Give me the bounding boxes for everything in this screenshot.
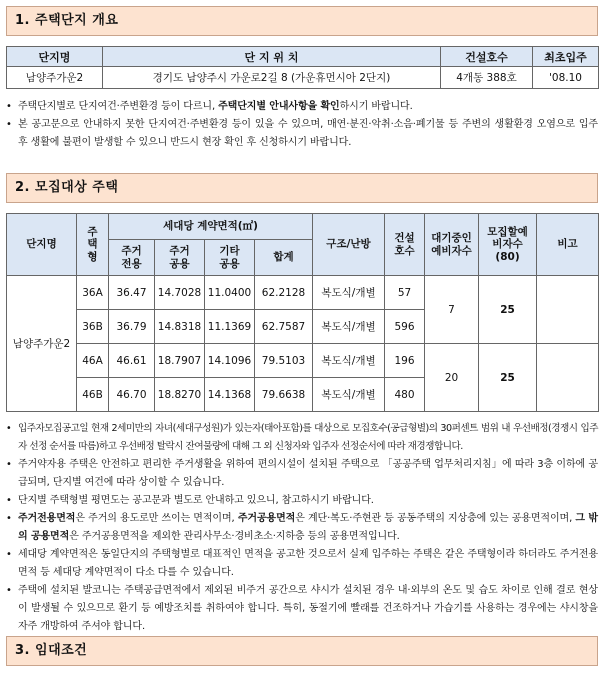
cell-other: 11.1369 (205, 310, 255, 344)
list-item: • 입주자모집공고일 현재 2세미만의 자녀(세대구성원)가 있는자(태아포함)를 대상으로 모집호수(공급형별)의 30퍼센트 범위 내 우선배정(경쟁시 입주자 선정 순서를 따름)하고 우선배정 탈락시 잔여물량에 대해 그 외 신청자와 입주자 선정순서에 따라 재경쟁합니다. (6, 423, 598, 452)
cell-total: 79.5103 (255, 344, 313, 378)
cell-shared: 18.7907 (155, 344, 205, 378)
header-exclusive: 주거전용 (109, 240, 155, 276)
cell-units: 596 (385, 310, 425, 344)
overview-notes (6, 98, 598, 152)
cell-waiting: 20 (425, 344, 479, 412)
header-units: 건설호수 (441, 47, 533, 67)
header-shared: 주거공용 (155, 240, 205, 276)
overview-complex-name: 남양주가운2 (7, 67, 103, 89)
header-waiting: 대기중인예비자수 (425, 214, 479, 276)
recruit-complex-name: 남양주가운2 (7, 276, 77, 412)
recruit-notes (6, 420, 598, 636)
header-other-shared: 기타공용 (205, 240, 255, 276)
overview-table (6, 46, 599, 89)
cell-type: 46A (77, 344, 109, 378)
cell-type: 36B (77, 310, 109, 344)
cell-total: 62.2128 (255, 276, 313, 310)
table-row (7, 276, 599, 310)
cell-structure: 복도식/개별 (313, 310, 385, 344)
table-row (7, 67, 599, 89)
overview-header-row (7, 47, 599, 67)
cell-exclusive: 46.70 (109, 378, 155, 412)
header-built-units: 건설호수 (385, 214, 425, 276)
overview-location: 경기도 남양주시 가운로2길 8 (가운휴먼시아 2단지) (103, 67, 441, 89)
cell-recruit: 25 (479, 276, 537, 344)
header-remarks: 비고 (537, 214, 599, 276)
cell-remarks (537, 276, 599, 344)
header-area-group: 세대당 계약면적(㎡) (109, 214, 313, 240)
cell-type: 46B (77, 378, 109, 412)
cell-exclusive: 36.47 (109, 276, 155, 310)
list-item: • 주택에 설치된 발코니는 주택공급면적에서 제외된 비주거 공간으로 샤시가 설치된 경우 내·외부의 온도 및 습도 차이로 인해 결로 현상이 발생될 수 있으므로 환기 등 예방조치를 취하여야 합니다. 특히, 동절기에 빨래를 건조하거나 가습기를 사용하는 경우에는 샤시창을 자주 개방하여 주셔야 합니다. (6, 585, 598, 632)
cell-total: 79.6638 (255, 378, 313, 412)
overview-first-move-in: '08.10 (533, 67, 599, 89)
cell-units: 196 (385, 344, 425, 378)
cell-structure: 복도식/개별 (313, 378, 385, 412)
header-complex: 단지명 (7, 214, 77, 276)
list-item: • 단지별 주택형별 평면도는 공고문과 별도로 안내하고 있으니, 참고하시기 바랍니다. (6, 495, 374, 506)
list-item: • 주거약자용 주택은 안전하고 편리한 주거생활을 위하여 편의시설이 설치된 주택으로 「공공주택 업무처리지침」에 따라 3층 이하에 공급되며, 단지별 여건에 따라 상이할 수 있습니다. (6, 459, 598, 488)
header-recruit-count: 모집할예비자수 (80) (479, 214, 537, 276)
header-complex-name: 단지명 (7, 47, 103, 67)
header-type: 주택형 (77, 214, 109, 276)
table-row (7, 344, 599, 378)
header-location: 단 지 위 치 (103, 47, 441, 67)
recruit-table (6, 213, 599, 412)
cell-exclusive: 36.79 (109, 310, 155, 344)
cell-exclusive: 46.61 (109, 344, 155, 378)
cell-structure: 복도식/개별 (313, 344, 385, 378)
list-item: • 세대당 계약면적은 동일단지의 주택형별로 대표적인 면적을 공고한 것으로서 실제 입주하는 주택은 같은 주택형이라 하더라도 주거전용면적 등 세대당 계약면적이 다소 다를 수 있습니다. (6, 549, 598, 578)
list-item: • 주택단지별로 단지여건·주변환경 등이 다르니, 주택단지별 안내사항을 확인하시기 바랍니다. (6, 101, 413, 112)
recruit-header-row-1 (7, 214, 599, 240)
cell-shared: 14.7028 (155, 276, 205, 310)
cell-shared: 14.8318 (155, 310, 205, 344)
cell-waiting: 7 (425, 276, 479, 344)
cell-type: 36A (77, 276, 109, 310)
section-header-rent: 3. 임대조건 (6, 636, 598, 666)
cell-other: 11.0400 (205, 276, 255, 310)
section-header-recruit: 2. 모집대상 주택 (6, 173, 598, 203)
header-total: 합계 (255, 240, 313, 276)
cell-other: 14.1096 (205, 344, 255, 378)
cell-total: 62.7587 (255, 310, 313, 344)
cell-other: 14.1368 (205, 378, 255, 412)
cell-recruit: 25 (479, 344, 537, 412)
cell-units: 57 (385, 276, 425, 310)
header-first-move-in: 최초입주 (533, 47, 599, 67)
cell-units: 480 (385, 378, 425, 412)
list-item: • 본 공고문으로 안내하지 못한 단지여건·주변환경 등이 있을 수 있으며, 매연·분진·악취·소음·폐기물 등 주변의 생활환경 오염으로 입주 후 생활에 불편이 발생할 수 있으니 반드시 현장 확인 후 신청하시기 바랍니다. (6, 119, 598, 148)
cell-shared: 18.8270 (155, 378, 205, 412)
cell-remarks (537, 344, 599, 412)
header-structure: 구조/난방 (313, 214, 385, 276)
cell-structure: 복도식/개별 (313, 276, 385, 310)
overview-units: 4개동 388호 (441, 67, 533, 89)
list-item: • 주거전용면적은 주거의 용도로만 쓰이는 면적이며, 주거공용면적은 계단·복도·주현관 등 공동주택의 지상층에 있는 공용면적이며, 그 밖의 공용면적은 주거공용면적을 제외한 관리사무소·경비초소·지하층 등의 공용면적입니다. (6, 513, 598, 542)
section-header-overview: 1. 주택단지 개요 (6, 6, 598, 36)
